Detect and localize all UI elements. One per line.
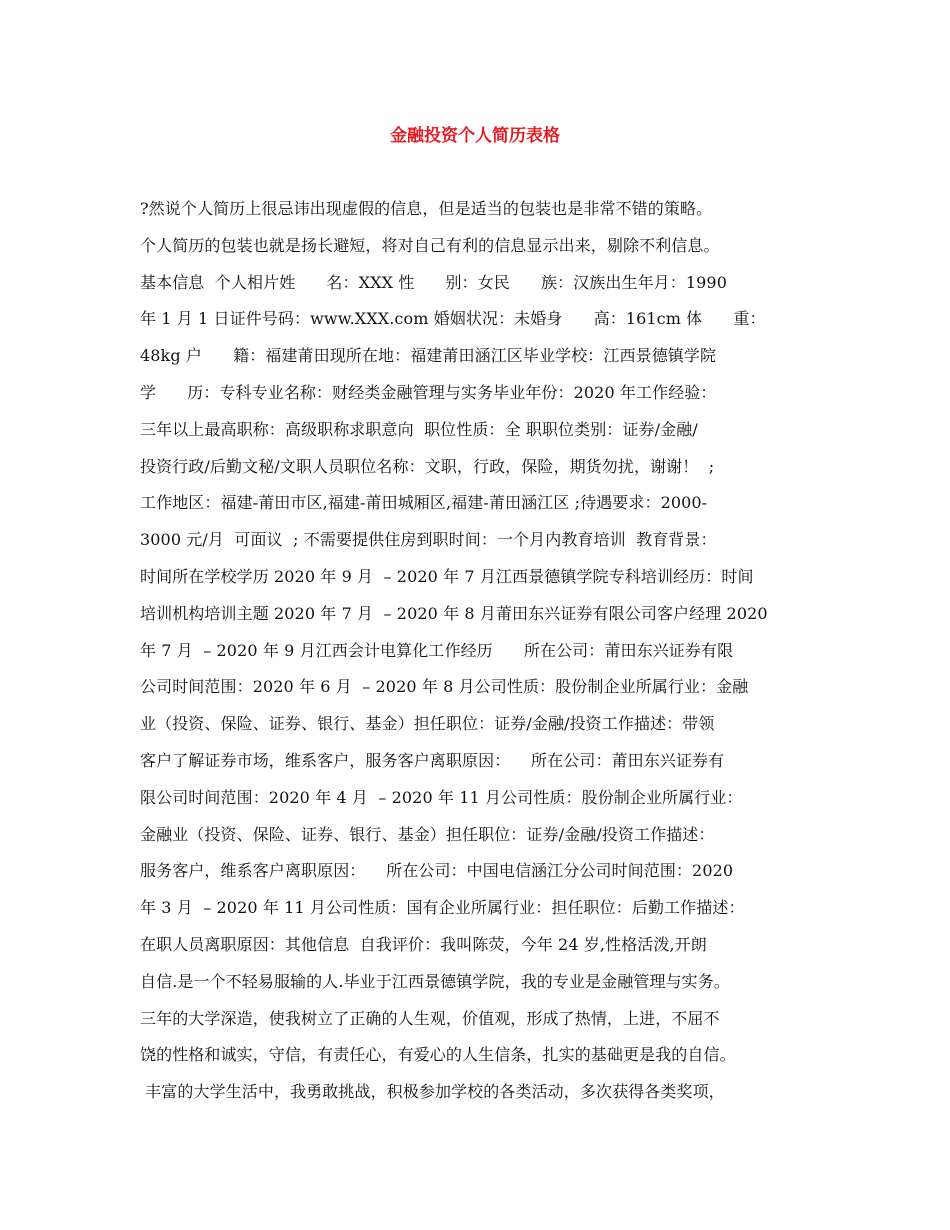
text-line: 时间所在学校学历 2020 年 9 月 – 2020 年 7 月江西景德镇学院专科培训经历：时间	[140, 566, 754, 586]
text-line: 金融业（投资、保险、证券、银行、基金）担任职位：证券/金融/投资工作描述：	[140, 824, 715, 844]
text-line: 自信.是一个不轻易服输的人.毕业于江西景德镇学院，我的专业是金融管理与实务。	[140, 971, 730, 991]
text-line: 48kg 户 籍：福建莆田现所在地：福建莆田涵江区毕业学校：江西景德镇学院	[140, 346, 717, 366]
text-line: 三年的大学深造，使我树立了正确的人生观，价值观，形成了热情，上进，不屈不	[140, 1008, 720, 1028]
text-line: 三年以上最高职称：高级职称求职意向 职位性质：全 职职位类别：证券/金融/	[140, 419, 698, 439]
text-line: 年 7 月 – 2020 年 9 月江西会计电算化工作经历 所在公司：莆田东兴证券有限	[140, 640, 734, 660]
text-line: 丰富的大学生活中，我勇敢挑战，积极参加学校的各类活动，多次获得各类奖项，	[140, 1082, 725, 1102]
text-line: 业（投资、保险、证券、银行、基金）担任职位：证券/金融/投资工作描述：带领	[140, 714, 715, 734]
text-line: 饶的性格和诚实，守信，有责任心，有爱心的人生信条，扎实的基础更是我的自信。	[140, 1045, 736, 1065]
text-line: 工作地区：福建-莆田市区,福建-莆田城厢区,福建-莆田涵江区 ;待遇要求：2000-	[140, 493, 708, 513]
text-line: 学 历：专科专业名称：财经类金融管理与实务毕业年份：2020 年工作经验：	[140, 382, 717, 402]
document-title: 金融投资个人简历表格	[390, 126, 560, 146]
text-line: 年 3 月 – 2020 年 11 月公司性质：国有企业所属行业：担任职位：后勤工作描述：	[140, 898, 745, 918]
text-line: ?然说个人简历上很忌讳出现虚假的信息，但是适当的包装也是非常不错的策略。	[140, 199, 713, 218]
text-line: 限公司时间范围：2020 年 4 月 – 2020 年 11 月公司性质：股份制企业所属行业：	[140, 787, 743, 807]
text-line: 个人简历的包装也就是扬长避短，将对自己有利的信息显示出来，剔除不利信息。	[140, 235, 720, 255]
text-line: 公司时间范围：2020 年 6 月 – 2020 年 8 月公司性质：股份制企业所属行业：金融	[140, 677, 749, 697]
text-line: 基本信息 个人相片姓 名：XXX 性 别：女民 族：汉族出生年月：1990	[140, 272, 727, 292]
document-body	[140, 191, 820, 1111]
text-line: 在职人员离职原因：其他信息 自我评价：我叫陈荧，今年 24 岁,性格活泼,开朗	[140, 934, 707, 954]
text-line: 年 1 月 1 日证件号码：www.XXX.com 婚姻状况：未婚身 高：161cm 体 重：	[140, 309, 766, 329]
text-line: 3000 元/月 可面议 ; 不需要提供住房到职时间：一个月内教育培训 教育背景：	[140, 530, 717, 550]
text-line: 服务客户，维系客户离职原因： 所在公司：中国电信涵江分公司时间范围：2020	[140, 861, 734, 881]
text-line: 投资行政/后勤文秘/文职人员职位名称：文职，行政，保险，期货勿扰，谢谢！ ;	[140, 456, 715, 476]
text-line: 培训机构培训主题 2020 年 7 月 – 2020 年 8 月莆田东兴证券有限公司客户经理 2020	[140, 603, 768, 623]
text-line: 客户了解证券市场，维系客户，服务客户离职原因： 所在公司：莆田东兴证券有	[140, 750, 725, 770]
